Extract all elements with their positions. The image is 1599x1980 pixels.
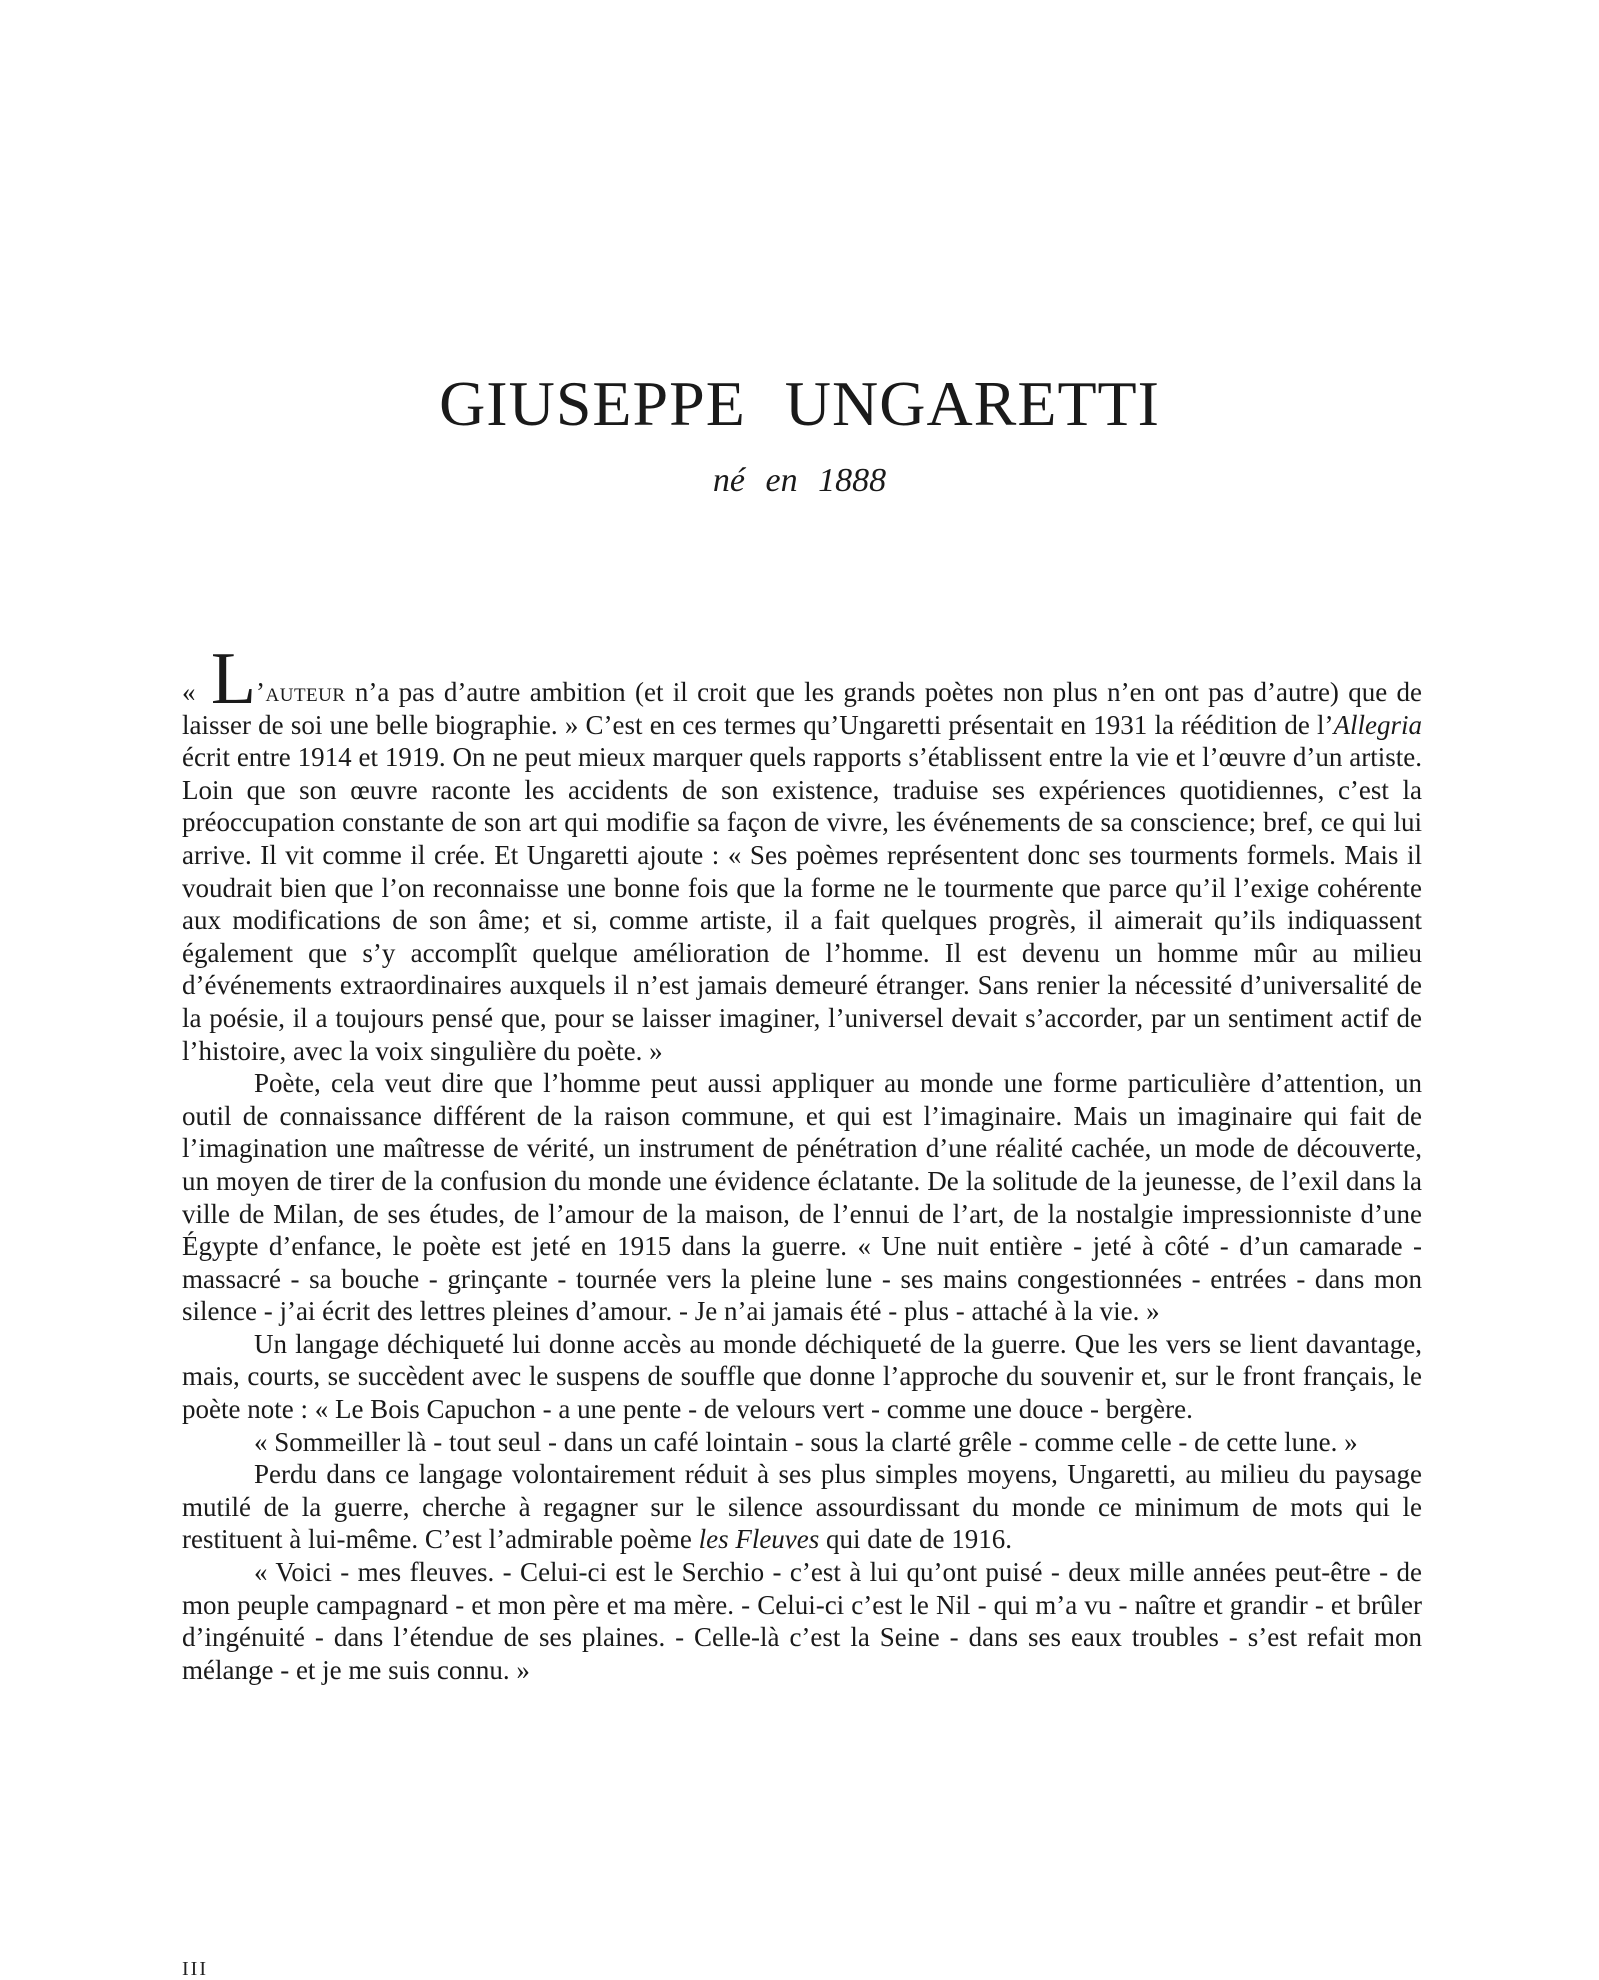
paragraph-3: Un langage déchiqueté lui donne accès au monde déchiqueté de la guerre. Que les vers se lient davantage, mais, courts, se succèdent avec le suspens de souffle que donne l’approche du souvenir et, sur le front français, le poète note : « Le Bois Capuchon - a une pente - de velours vert - comme une douce - bergère. xyxy=(182,1328,1422,1425)
paragraph-1 xyxy=(182,638,1422,1067)
paragraph-5-text-a: Perdu dans ce langage volontairement réduit à ses plus simples moyens, Ungaretti, au milieu du paysage mutilé de la guerre, cherche à regagner sur le silence assourdissant du monde ce minimum de mots qui le restituent à lui-même. C’est l’admirable poème xyxy=(182,1459,1422,1555)
paragraph-2: Poète, cela veut dire que l’homme peut aussi appliquer au monde une forme particulière d’attention, un outil de connaissance différent de la raison commune, et qui est l’imaginaire. Mais un imaginaire qui fait de l’imagination une maîtresse de vérité, un instrument de pénétration d’une réalité cachée, un mode de découverte, un moyen de tirer de la confusion du monde une évidence éclatante. De la solitude de la jeunesse, de l’exil dans la ville de Milan, de ses études, de l’amour de la maison, de l’ennui de l’art, de la nostalgie impressionniste d’une Égypte d’enfance, le poète est jeté en 1915 dans la guerre. « Une nuit entière - jeté à côté - d’un camarade - massacré - sa bouche - grinçante - tournée vers la pleine lune - ses mains congestionnées - entrées - dans mon silence - j’ai écrit des lettres pleines d’amour. - Je n’ai jamais été - plus - attaché à la vie. » xyxy=(182,1068,1422,1327)
article-body xyxy=(182,638,1422,1686)
drop-capital: L xyxy=(210,638,257,720)
paragraph-6: « Voici - mes fleuves. - Celui-ci est le Serchio - c’est à lui qu’ont puisé - deux mille années peut-être - de mon peuple campagnard - et mon père et ma mère. - Celui-ci c’est le Nil - qui m’a vu - naître et grandir - et brûler d’ingénuité - dans l’étendue de ses plaines. - Celle-là c’est la Seine - dans ses eaux troubles - s’est refait mon mélange - et je me suis connu. » xyxy=(182,1557,1422,1685)
italic-work-title-fleuves: les Fleuves xyxy=(698,1524,820,1555)
opening-quote: « xyxy=(182,677,205,707)
birth-year-subtitle: né en 1888 xyxy=(712,462,887,499)
paragraph-5-text-b: qui date de 1916. xyxy=(819,1524,1012,1555)
article-title: GIUSEPPE UNGARETTI xyxy=(439,368,1160,439)
small-caps-word: ’auteur xyxy=(256,677,346,707)
paragraph-5 xyxy=(182,1458,1422,1556)
paragraph-4: « Sommeiller là - tout seul - dans un café lointain - sous la clarté grêle - comme celle - de cette lune. » xyxy=(254,1426,1358,1457)
paragraph-1-text-a: n’a pas d’autre ambition (et il croit que les grands poètes non plus n’en ont pas d’autre) que de laisser de soi une belle biographie. » C’est en ces termes qu’Ungaretti présentait en 1931 la réédition de l’ xyxy=(182,677,1422,740)
italic-work-title-allegria: Allegria xyxy=(1333,709,1422,740)
paragraph-1-text-b: écrit entre 1914 et 1919. On ne peut mieux marquer quels rapports s’établissent entre la vie et l’œuvre d’un artiste. Loin que son œuvre raconte les accidents de son existence, traduise ses expériences quotidiennes, c’est la préoccupation constante de son art qui modifie sa façon de vivre, les événements de sa conscience; bref, ce qui lui arrive. Il vit comme il crée. Et Ungaretti ajoute : « Ses poèmes représentent donc ses tourments formels. Mais il voudrait bien que l’on reconnaisse une bonne fois que la forme ne le tourmente que parce qu’il l’exige cohérente aux modifications de son âme; et si, comme artiste, il a fait quelques progrès, il aimerait qu’ils indiquassent également que s’y accomplît quelque amélioration de l’homme. Il est devenu un homme mûr au milieu d’événements extraordinaires auxquels il n’est jamais demeuré étranger. Sans renier la nécessité d’universalité de la poésie, il a toujours pensé que, pour se laisser imaginer, l’universel devait s’accorder, par un sentiment actif de l’histoire, avec la voix singulière du poète. » xyxy=(182,742,1422,1066)
page-folio: III xyxy=(182,1958,208,1980)
